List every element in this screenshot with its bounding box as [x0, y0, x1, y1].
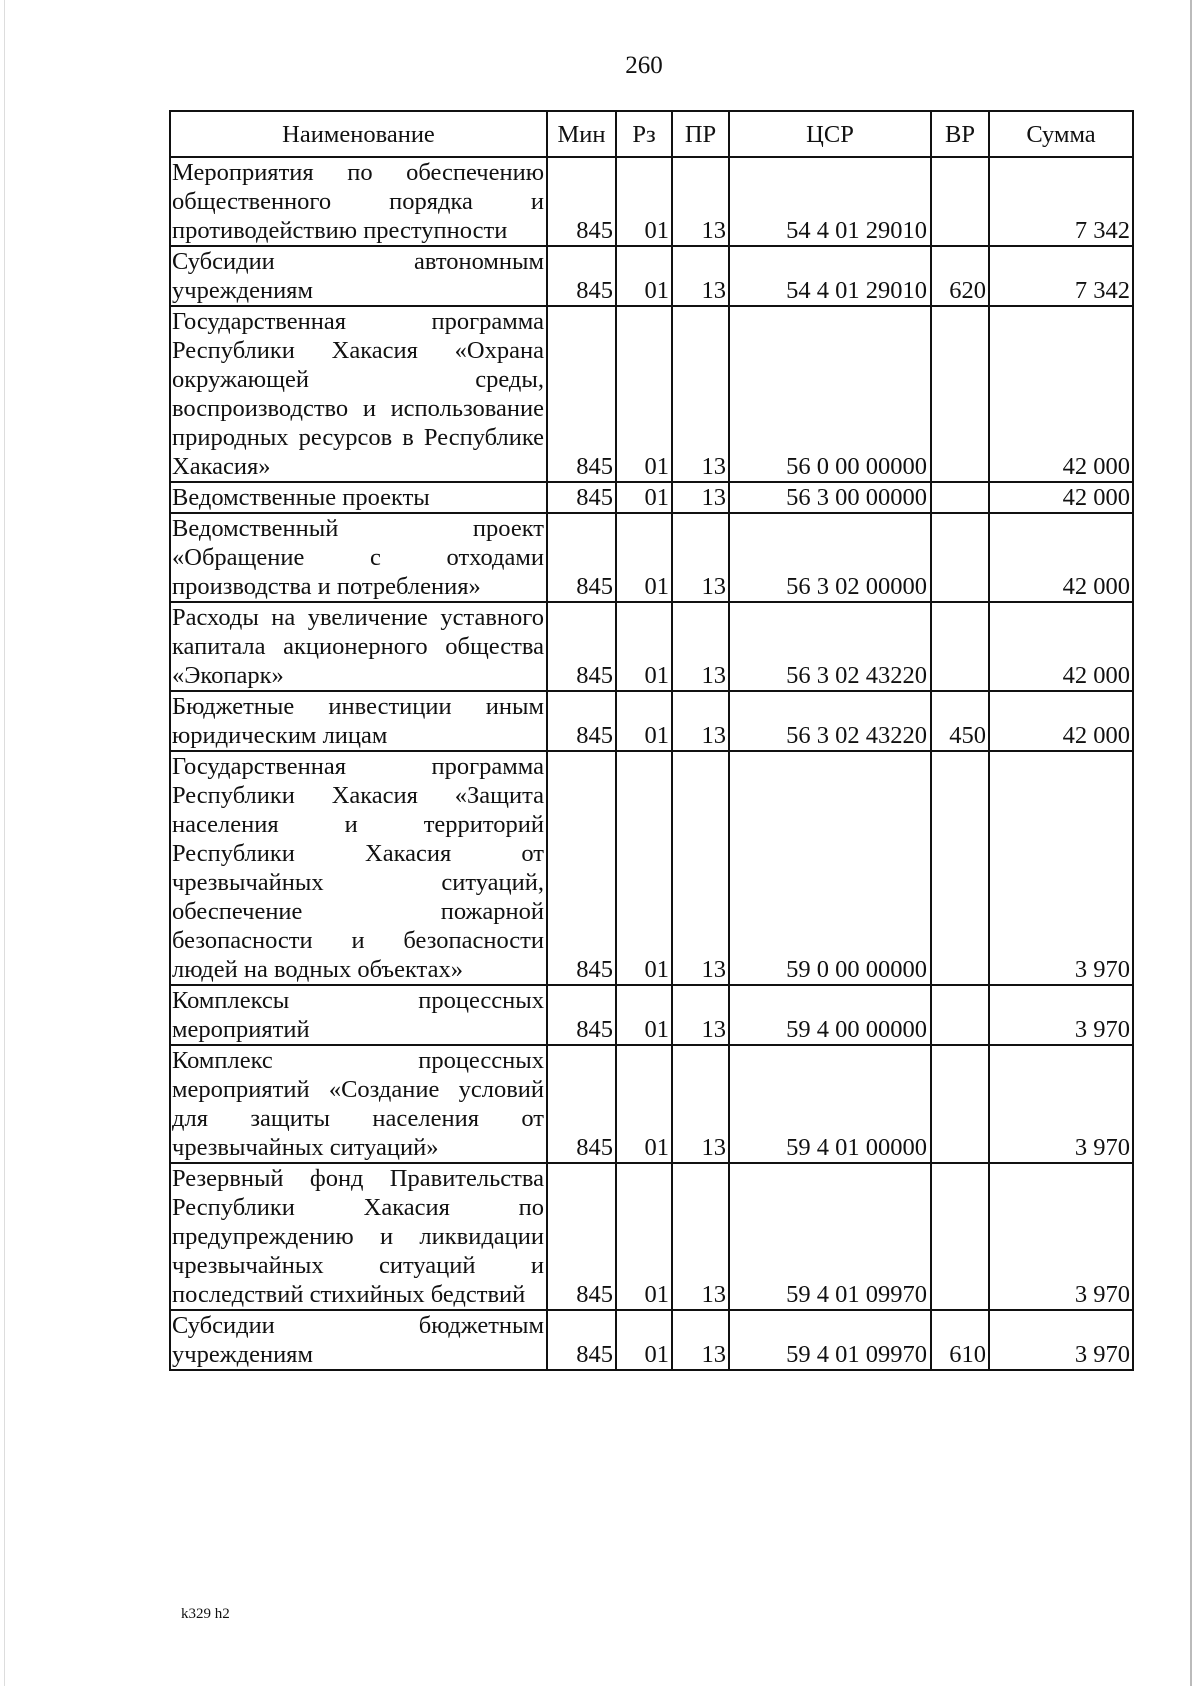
table-header-row: [170, 111, 1133, 157]
cell-min: 845: [547, 1310, 616, 1370]
cell-rz: 01: [616, 1045, 672, 1163]
cell-sum: 3 970: [989, 1163, 1133, 1310]
table-row: [170, 602, 1133, 691]
cell-pr: 13: [672, 306, 729, 482]
cell-pr: 13: [672, 602, 729, 691]
cell-rz: 01: [616, 1163, 672, 1310]
cell-csr: 56 3 02 43220: [729, 691, 931, 751]
table-row: [170, 691, 1133, 751]
cell-rz: 01: [616, 482, 672, 513]
cell-vr: [931, 1045, 989, 1163]
table-row: [170, 482, 1133, 513]
cell-vr: [931, 157, 989, 246]
table-row: [170, 751, 1133, 985]
cell-name: Бюджетные инвестиции иным юридическим лицам: [170, 691, 547, 751]
cell-csr: 59 4 01 00000: [729, 1045, 931, 1163]
cell-csr: 59 4 01 09970: [729, 1310, 931, 1370]
cell-csr: 54 4 01 29010: [729, 157, 931, 246]
cell-min: 845: [547, 751, 616, 985]
header-pr: ПР: [672, 111, 729, 157]
header-rz: Рз: [616, 111, 672, 157]
cell-min: 845: [547, 482, 616, 513]
cell-vr: 450: [931, 691, 989, 751]
cell-csr: 59 0 00 00000: [729, 751, 931, 985]
cell-vr: [931, 513, 989, 602]
cell-pr: 13: [672, 691, 729, 751]
cell-name: Резервный фонд Правительства Республики Хакасия по предупреждению и ликвидации чрезвычайных ситуаций и последствий стихийных бедствий: [170, 1163, 547, 1310]
cell-vr: [931, 1163, 989, 1310]
cell-min: 845: [547, 157, 616, 246]
table-row: [170, 1045, 1133, 1163]
cell-rz: 01: [616, 985, 672, 1045]
page-number: 260: [625, 52, 663, 79]
cell-sum: 42 000: [989, 482, 1133, 513]
scan-edge-right: [1190, 0, 1192, 1686]
cell-min: 845: [547, 985, 616, 1045]
cell-sum: 3 970: [989, 985, 1133, 1045]
cell-pr: 13: [672, 751, 729, 985]
cell-name: Расходы на увеличение уставного капитала акционерного общества «Экопарк»: [170, 602, 547, 691]
cell-name: Государственная программа Республики Хакасия «Охрана окружающей среды, воспроизводство и использование природных ресурсов в Республике Хакасия»: [170, 306, 547, 482]
footer-code: k329 h2: [181, 1606, 230, 1622]
table-row: [170, 306, 1133, 482]
header-sum: Сумма: [989, 111, 1133, 157]
table-row: [170, 157, 1133, 246]
cell-csr: 56 3 02 43220: [729, 602, 931, 691]
cell-sum: 7 342: [989, 246, 1133, 306]
cell-min: 845: [547, 691, 616, 751]
cell-name: Ведомственный проект «Обращение с отходами производства и потребления»: [170, 513, 547, 602]
cell-vr: 620: [931, 246, 989, 306]
cell-min: 845: [547, 306, 616, 482]
cell-pr: 13: [672, 985, 729, 1045]
cell-name: Комплексы процессных мероприятий: [170, 985, 547, 1045]
cell-pr: 13: [672, 157, 729, 246]
cell-pr: 13: [672, 1045, 729, 1163]
cell-name: Ведомственные проекты: [170, 482, 547, 513]
cell-vr: [931, 985, 989, 1045]
cell-rz: 01: [616, 1310, 672, 1370]
cell-sum: 3 970: [989, 1310, 1133, 1370]
cell-sum: 42 000: [989, 513, 1133, 602]
cell-name: Мероприятия по обеспечению общественного порядка и противодействию преступности: [170, 157, 547, 246]
header-min: Мин: [547, 111, 616, 157]
cell-sum: 3 970: [989, 1045, 1133, 1163]
cell-vr: 610: [931, 1310, 989, 1370]
cell-rz: 01: [616, 306, 672, 482]
cell-rz: 01: [616, 691, 672, 751]
scan-edge-left: [4, 0, 5, 1686]
cell-name: Государственная программа Республики Хакасия «Защита населения и территорий Республики Хакасия от чрезвычайных ситуаций, обеспечение пожарной безопасности и безопасности людей на водных объектах»: [170, 751, 547, 985]
header-vr: ВР: [931, 111, 989, 157]
budget-table: [169, 110, 1134, 1371]
cell-csr: 56 0 00 00000: [729, 306, 931, 482]
cell-csr: 59 4 01 09970: [729, 1163, 931, 1310]
cell-min: 845: [547, 246, 616, 306]
cell-pr: 13: [672, 1163, 729, 1310]
cell-rz: 01: [616, 602, 672, 691]
cell-min: 845: [547, 602, 616, 691]
cell-vr: [931, 751, 989, 985]
cell-rz: 01: [616, 246, 672, 306]
cell-rz: 01: [616, 751, 672, 985]
cell-pr: 13: [672, 482, 729, 513]
cell-vr: [931, 602, 989, 691]
header-csr: ЦСР: [729, 111, 931, 157]
table-row: [170, 1163, 1133, 1310]
cell-sum: 42 000: [989, 306, 1133, 482]
table-row: [170, 985, 1133, 1045]
cell-rz: 01: [616, 157, 672, 246]
cell-min: 845: [547, 1045, 616, 1163]
cell-name: Комплекс процессных мероприятий «Создание условий для защиты населения от чрезвычайных ситуаций»: [170, 1045, 547, 1163]
cell-sum: 3 970: [989, 751, 1133, 985]
cell-sum: 42 000: [989, 691, 1133, 751]
cell-csr: 59 4 00 00000: [729, 985, 931, 1045]
cell-rz: 01: [616, 513, 672, 602]
cell-csr: 56 3 02 00000: [729, 513, 931, 602]
cell-csr: 56 3 00 00000: [729, 482, 931, 513]
cell-sum: 42 000: [989, 602, 1133, 691]
cell-min: 845: [547, 1163, 616, 1310]
cell-sum: 7 342: [989, 157, 1133, 246]
cell-pr: 13: [672, 246, 729, 306]
cell-name: Субсидии автономным учреждениям: [170, 246, 547, 306]
cell-pr: 13: [672, 1310, 729, 1370]
table-row: [170, 513, 1133, 602]
table-row: [170, 246, 1133, 306]
cell-vr: [931, 482, 989, 513]
cell-csr: 54 4 01 29010: [729, 246, 931, 306]
header-name: Наименование: [170, 111, 547, 157]
cell-name: Субсидии бюджетным учреждениям: [170, 1310, 547, 1370]
table-row: [170, 1310, 1133, 1370]
cell-vr: [931, 306, 989, 482]
cell-min: 845: [547, 513, 616, 602]
cell-pr: 13: [672, 513, 729, 602]
